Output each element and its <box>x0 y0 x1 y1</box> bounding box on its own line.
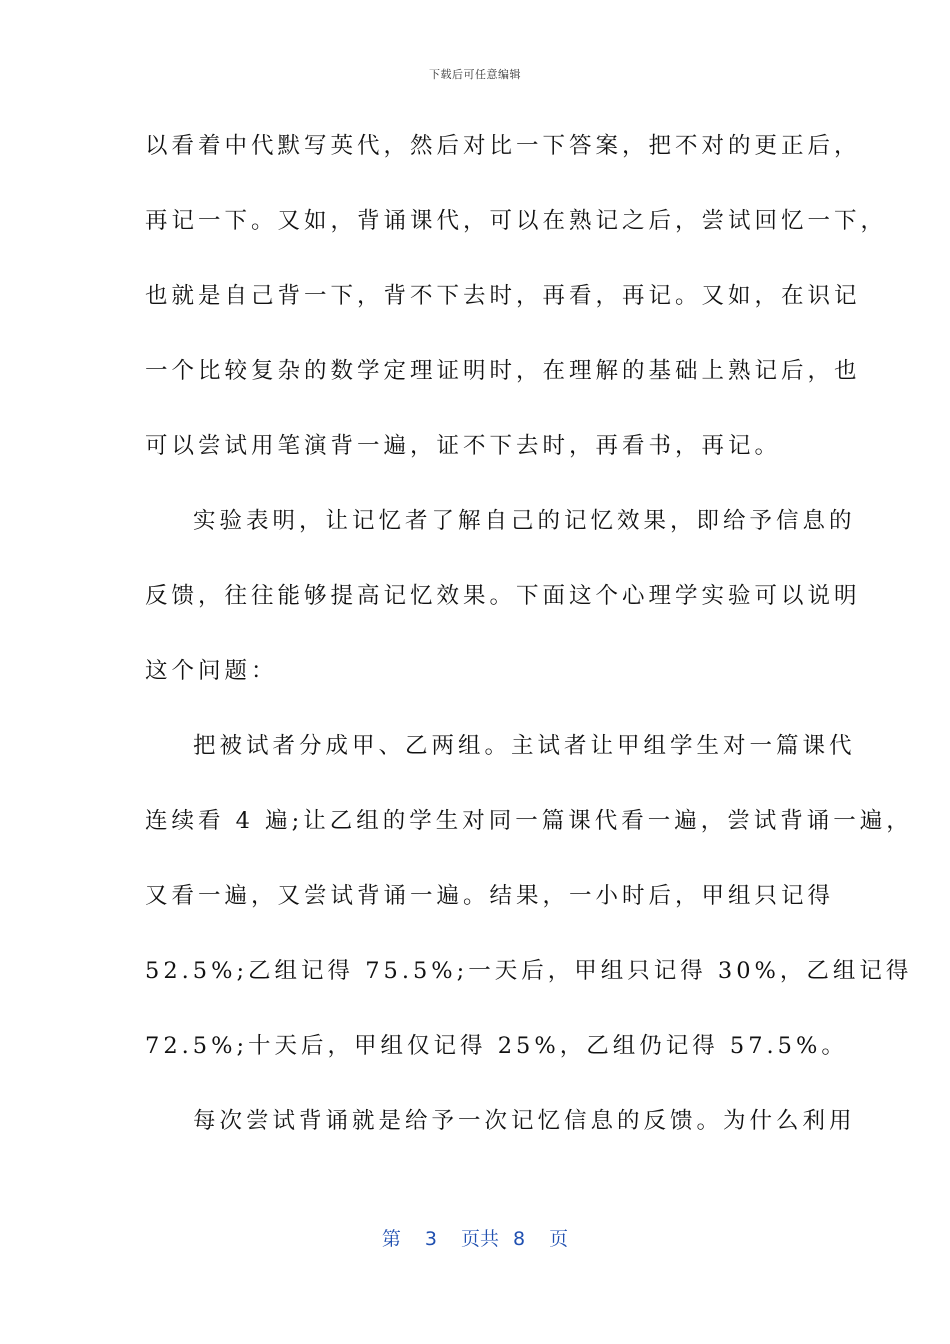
paragraph-start-line: 每次尝试背诵就是给予一次记忆信息的反馈。为什么利用 <box>193 1108 856 1134</box>
footer-current-page: 3 <box>424 1228 437 1250</box>
text-line: 一个比较复杂的数学定理证明时，在理解的基础上熟记后，也 <box>145 358 861 384</box>
text-line: 以看着中代默写英代，然后对比一下答案，把不对的更正后， <box>145 133 861 159</box>
text-line: 也就是自己背一下，背不下去时，再看，再记。又如，在识记 <box>145 283 861 309</box>
text-line: 再记一下。又如，背诵课代，可以在熟记之后，尝试回忆一下， <box>145 208 888 234</box>
paragraph-start-line: 把被试者分成甲、乙两组。主试者让甲组学生对一篇课代 <box>193 733 856 759</box>
page-footer <box>0 1224 950 1251</box>
text-line: 反馈，往往能够提高记忆效果。下面这个心理学实验可以说明 <box>145 583 861 609</box>
document-body <box>145 118 913 1168</box>
footer-suffix: 页 <box>549 1228 569 1250</box>
text-line: 52.5%;乙组记得 75.5%;一天后，甲组只记得 30%，乙组记得 <box>145 958 913 984</box>
footer-prefix: 第 <box>381 1228 401 1250</box>
footer-middle: 页共 <box>460 1228 499 1250</box>
paragraph-start-line: 实验表明，让记忆者了解自己的记忆效果，即给予信息的 <box>193 508 856 534</box>
text-line: 这个问题： <box>145 658 278 684</box>
text-line: 72.5%;十天后，甲组仅记得 25%，乙组仍记得 57.5%。 <box>145 1033 848 1059</box>
text-line: 又看一遍，又尝试背诵一遍。结果，一小时后，甲组只记得 <box>145 883 835 909</box>
text-line: 连续看 4 遍;让乙组的学生对同一篇课代看一遍，尝试背诵一遍， <box>145 808 913 834</box>
footer-total-pages: 8 <box>513 1228 526 1250</box>
page-header: 下载后可任意编辑 <box>429 68 521 81</box>
text-line: 可以尝试用笔演背一遍，证不下去时，再看书，再记。 <box>145 433 782 459</box>
